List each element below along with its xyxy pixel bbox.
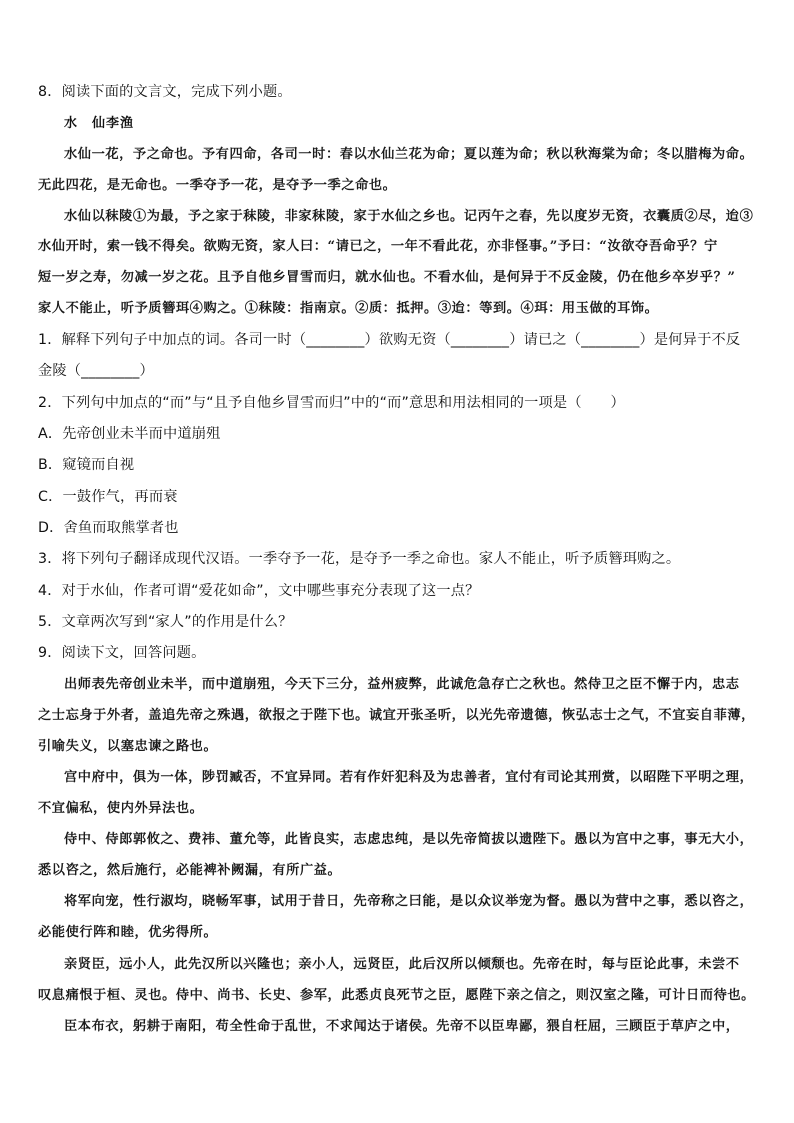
passage-line: 家人不能止，听予质簪珥④购之。①秣陵：指南京。②质：抵押。③迨：等到。④珥：用玉做的耳饰。	[38, 301, 659, 316]
passage-line: 之士忘身于外者，盖追先帝之殊遇，欲报之于陛下也。诚宜开张圣听，以光先帝遗德，恢弘志士之气，不宜妄自菲薄，	[38, 708, 755, 723]
passage-line: 悉以咨之，然后施行，必能裨补阙漏，有所广益。	[38, 863, 342, 878]
passage-line: 短一岁之寿，勿减一岁之花。且予自他乡冒雪而归，就水仙也。不看水仙，是何异于不反金陵，仍在他乡卒岁乎？”	[38, 270, 736, 285]
passage-line: 亲贤臣，远小人，此先汉所以兴隆也；亲小人，远贤臣，此后汉所以倾颓也。先帝在时，每与臣论此事，未尝不	[64, 957, 740, 972]
sub-question-4: 4．对于水仙，作者可谓“爱花如命”，文中哪些事充分表现了这一点？	[38, 583, 480, 599]
sub-question-3: 3．将下列句子翻译成现代汉语。一季夺予一花，是夺予一季之命也。家人不能止，听予质簪珥购之。	[38, 551, 681, 567]
passage-line: 无此四花，是无命也。一季夺予一花，是夺予一季之命也。	[38, 178, 397, 193]
passage-line: 侍中、侍郎郭攸之、费祎、董允等，此皆良实，志虑忠纯，是以先帝简拔以遗陛下。愚以为宫中之事，事无大小，	[64, 832, 754, 847]
passage-line: 出师表先帝创业未半，而中道崩殂，今天下三分，益州疲弊，此诚危急存亡之秋也。然侍卫之臣不懈于内，忠志	[64, 677, 740, 692]
question-8-heading: 8．阅读下面的文言文，完成下列小题。	[38, 84, 292, 100]
passage-line: 水仙一花，予之命也。予有四命，各司一时：春以水仙兰花为命；夏以莲为命；秋以秋海棠为命；冬以腊梅为命。	[64, 147, 754, 162]
passage-title: 水 仙李渔	[64, 116, 135, 131]
sub-question-5: 5．文章两次写到“家人”的作用是什么？	[38, 614, 293, 630]
passage-line: 水仙开时，索一钱不得矣。欲购无资，家人曰：“请已之，一年不看此花，亦非怪事。”予曰：“汝欲夺吾命乎？宁	[38, 239, 718, 254]
option-c: C．一鼓作气，再而衰	[38, 489, 178, 505]
passage-line: 引喻失义，以塞忠谏之路也。	[38, 739, 218, 754]
passage-line: 叹息痛恨于桓、灵也。侍中、尚书、长史、参军，此悉贞良死节之臣，愿陛下亲之信之，则汉室之隆，可计日而待也。	[38, 988, 755, 1003]
sub-question-1-cont: 金陵（________）	[38, 363, 154, 379]
passage-line: 不宜偏私，使内外异法也。	[38, 801, 204, 816]
option-d: D．舍鱼而取熊掌者也	[38, 520, 179, 536]
sub-question-1: 1．解释下列句子中加点的词。各司一时（________）欲购无资（________）请已之（________）是何异于不反	[38, 332, 741, 348]
passage-line: 必能使行阵和睦，优劣得所。	[38, 925, 218, 940]
passage-line: 水仙以秣陵①为最，予之家于秣陵，非家秣陵，家于水仙之乡也。记丙午之春，先以度岁无资，衣囊质②尽，迨③	[64, 209, 754, 224]
passage-line: 臣本布衣，躬耕于南阳，苟全性命于乱世，不求闻达于诸侯。先帝不以臣卑鄙，猥自枉屈，三顾臣于草庐之中，	[64, 1019, 740, 1034]
option-b: B．窥镜而自视	[38, 457, 135, 473]
passage-line: 宫中府中，俱为一体，陟罚臧否，不宜异同。若有作奸犯科及为忠善者，宜付有司论其刑赏，以昭陛下平明之理，	[64, 770, 754, 785]
sub-question-2: 2．下列句中加点的“而”与“且予自他乡冒雪而归”中的“而”意思和用法相同的一项是（ ）	[38, 395, 625, 411]
option-a: A．先帝创业未半而中道崩殂	[38, 426, 221, 442]
question-9-heading: 9．阅读下文，回答问题。	[38, 645, 206, 661]
passage-line: 将军向宠，性行淑均，晓畅军事，试用于昔日，先帝称之曰能，是以众议举宠为督。愚以为营中之事，悉以咨之，	[64, 894, 754, 909]
